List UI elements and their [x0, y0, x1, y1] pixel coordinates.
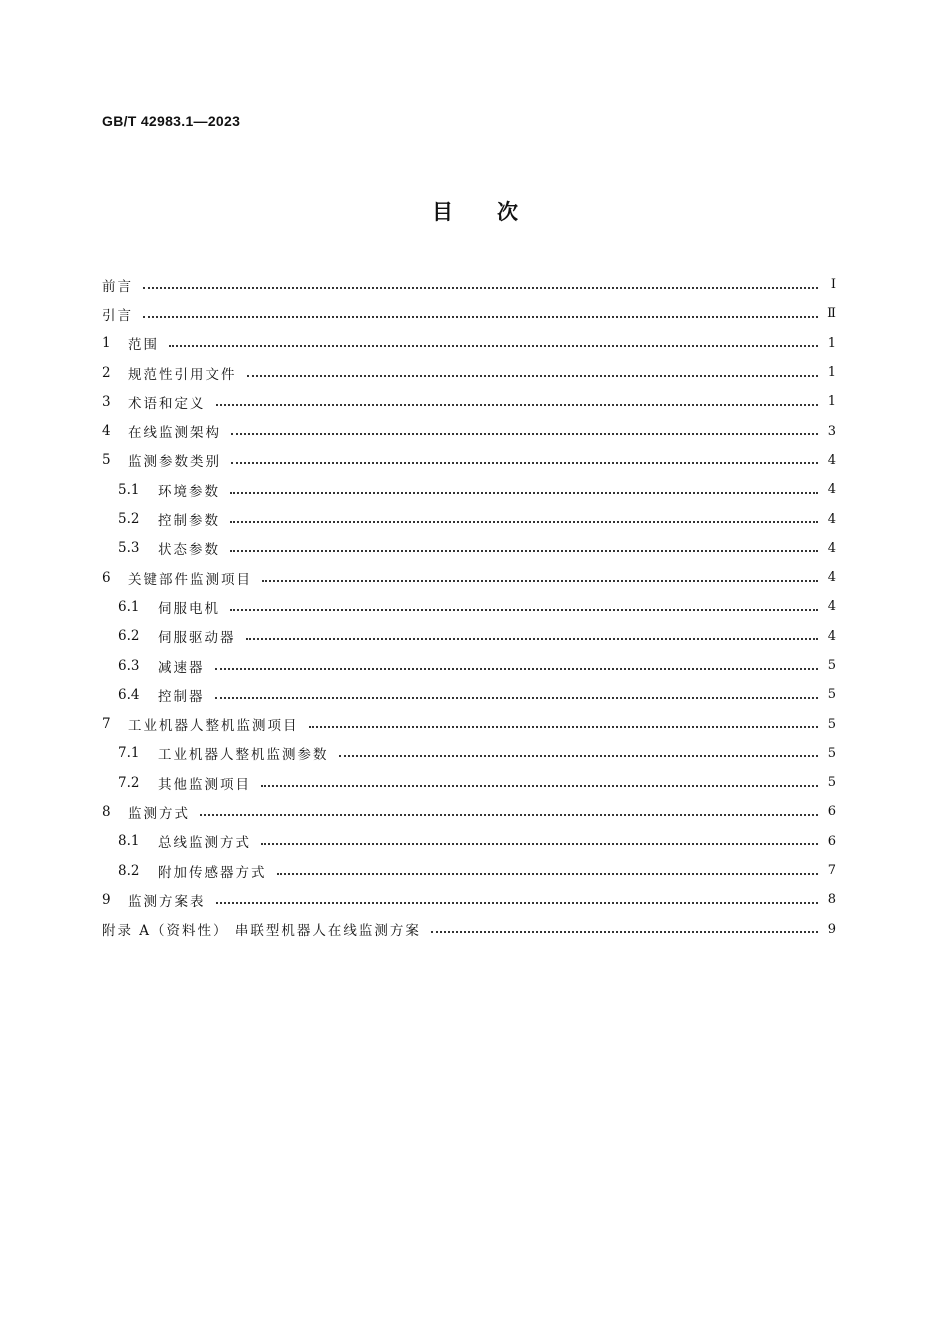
- dot-leader: [246, 638, 819, 640]
- toc-entry-page: 5: [827, 775, 836, 791]
- toc-entry-label: 控制器: [158, 688, 205, 705]
- toc-entry[interactable]: [102, 885, 836, 914]
- toc-entry-number: 7.1: [118, 745, 140, 762]
- dot-leader: [309, 726, 819, 728]
- toc-entry-label: 规范性引用文件: [128, 366, 237, 383]
- toc-entry-number: 3: [102, 393, 111, 410]
- toc-entry[interactable]: [102, 651, 836, 680]
- dot-leader: [200, 814, 818, 816]
- dot-leader: [431, 931, 818, 933]
- toc-entry-page: 1: [827, 335, 836, 351]
- dot-leader: [169, 345, 818, 347]
- dot-leader: [231, 462, 818, 464]
- dot-leader: [230, 521, 818, 523]
- toc-entry[interactable]: [102, 622, 836, 651]
- toc-entry-page: Ⅱ: [827, 306, 836, 322]
- toc-entry[interactable]: [102, 768, 836, 797]
- toc-entry-label: 术语和定义: [128, 395, 206, 412]
- toc-entry-number: 8: [102, 803, 111, 820]
- toc-entry[interactable]: [102, 856, 836, 885]
- toc-entry-number: 4: [102, 423, 111, 440]
- toc-entry-label: 附加传感器方式: [158, 864, 267, 881]
- toc-entry-page: Ⅰ: [830, 277, 836, 293]
- toc-entry-label: 总线监测方式: [158, 835, 251, 852]
- dot-leader: [339, 755, 819, 757]
- toc-entry-label: 范围: [128, 337, 159, 354]
- toc-entry-label: 减速器: [158, 659, 205, 676]
- toc-entry-label: 前言: [102, 278, 133, 295]
- toc-entry-page: 5: [827, 716, 836, 732]
- dot-leader: [215, 697, 819, 699]
- toc-entry-number: 6: [102, 569, 111, 586]
- toc-entry-number: 7.2: [118, 774, 140, 791]
- dot-leader: [247, 375, 819, 377]
- toc-entry-label: 环境参数: [158, 483, 220, 500]
- toc-entry-label: 其他监测项目: [158, 776, 251, 793]
- toc-entry-number: 8.1: [118, 833, 140, 850]
- toc-entry[interactable]: [102, 592, 836, 621]
- toc-entry-page: 4: [827, 482, 836, 498]
- toc-entry[interactable]: [102, 680, 836, 709]
- toc-entry-page: 4: [827, 570, 836, 586]
- dot-leader: [230, 609, 818, 611]
- toc-entry-page: 5: [827, 745, 836, 761]
- toc-entry-label: 工业机器人整机监测项目: [128, 718, 299, 735]
- toc-entry-label: 伺服电机: [158, 600, 220, 617]
- toc-entry[interactable]: [102, 504, 836, 533]
- toc-entry-number: 6.3: [118, 657, 140, 674]
- dot-leader: [215, 668, 819, 670]
- toc-entry-number: 5: [102, 452, 111, 469]
- toc-entry-page: 7: [827, 863, 836, 879]
- toc-entry-page: 1: [827, 365, 836, 381]
- toc-entry-page: 4: [827, 540, 836, 556]
- toc-entry-label: 关键部件监测项目: [128, 571, 252, 588]
- dot-leader: [230, 492, 818, 494]
- dot-leader: [231, 433, 818, 435]
- toc-entry-label: 工业机器人整机监测参数: [158, 747, 329, 764]
- toc-entry-page: 4: [827, 599, 836, 615]
- toc-title: 目次: [432, 200, 562, 224]
- toc-entry[interactable]: [102, 827, 836, 856]
- toc-entry-number: 8.2: [118, 862, 140, 879]
- toc-entry[interactable]: [102, 797, 836, 826]
- toc-entry-label: 引言: [102, 307, 133, 324]
- toc-entry-page: 4: [827, 452, 836, 468]
- toc-entry-page: 4: [827, 628, 836, 644]
- dot-leader: [261, 843, 818, 845]
- dot-leader: [143, 287, 818, 289]
- dot-leader: [230, 550, 818, 552]
- toc-entry-number: 6.4: [118, 686, 140, 703]
- dot-leader: [216, 902, 819, 904]
- dot-leader: [261, 785, 818, 787]
- dot-leader: [277, 873, 819, 875]
- toc-entry[interactable]: [102, 475, 836, 504]
- toc-entry-number: 5.1: [118, 481, 140, 498]
- toc-entry-page: 8: [827, 892, 836, 908]
- dot-leader: [143, 316, 818, 318]
- toc-entry[interactable]: [102, 299, 836, 328]
- toc-entry-page: 1: [827, 394, 836, 410]
- toc-entry[interactable]: [102, 329, 836, 358]
- toc-entry[interactable]: [102, 739, 836, 768]
- table-of-contents: [102, 270, 836, 944]
- dot-leader: [216, 404, 819, 406]
- toc-entry[interactable]: [102, 563, 836, 592]
- toc-entry-label: 在线监测架构: [128, 425, 221, 442]
- toc-entry-page: 5: [827, 658, 836, 673]
- toc-entry[interactable]: [102, 387, 836, 416]
- toc-entry[interactable]: [102, 534, 836, 563]
- toc-entry-label: 伺服驱动器: [158, 630, 236, 647]
- toc-entry-label: 状态参数: [158, 542, 220, 559]
- dot-leader: [262, 580, 818, 582]
- toc-entry-label: 监测方式: [128, 805, 190, 822]
- toc-entry-page: 4: [827, 511, 836, 527]
- toc-entry-label: 控制参数: [158, 513, 220, 530]
- toc-entry[interactable]: [102, 358, 836, 387]
- toc-entry-page: 6: [827, 833, 836, 849]
- toc-entry-label: 监测参数类别: [128, 454, 221, 471]
- toc-entry[interactable]: [102, 915, 836, 944]
- toc-entry-page: 3: [827, 423, 836, 439]
- toc-entry[interactable]: [102, 709, 836, 738]
- toc-entry-page: 5: [827, 687, 836, 703]
- toc-entry[interactable]: [102, 446, 836, 475]
- toc-entry-number: 5.3: [118, 540, 140, 557]
- toc-entry-label: 监测方案表: [128, 893, 206, 910]
- toc-entry-number: 2: [102, 364, 111, 381]
- toc-entry[interactable]: [102, 270, 836, 299]
- toc-entry-label: 附录 A（资料性） 串联型机器人在线监测方案: [102, 923, 421, 940]
- toc-entry-number: 5.2: [118, 511, 140, 528]
- toc-entry-number: 1: [102, 335, 111, 352]
- toc-entry-number: 9: [102, 891, 111, 908]
- toc-entry-number: 6.1: [118, 598, 140, 615]
- standard-code: GB/T 42983.1—2023: [102, 113, 241, 129]
- toc-entry[interactable]: [102, 416, 836, 445]
- toc-entry-page: 6: [827, 804, 836, 820]
- toc-entry-page: 9: [827, 921, 836, 937]
- toc-entry-number: 7: [102, 716, 111, 733]
- toc-entry-number: 6.2: [118, 628, 140, 645]
